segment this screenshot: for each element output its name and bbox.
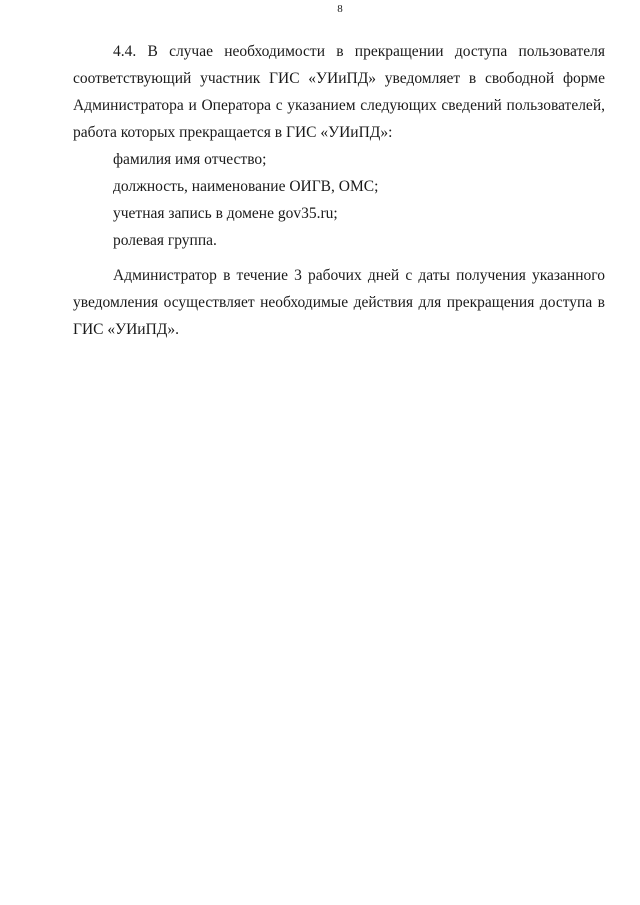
list-item-full-name: фамилия имя отчество; xyxy=(113,151,267,168)
paragraph-4-4: 4.4. В случае необходимости в прекращении доступа пользователя соответствующий участник ГИС «УИиПД» уведомляет в свободной форме Администратора и Оператора с указанием следующих сведений пользователей, работа которых прекращается в ГИС «УИиПД»: xyxy=(73,43,605,141)
list-item-role-group: ролевая группа. xyxy=(113,232,217,249)
document-body xyxy=(73,38,605,343)
list-item-position: должность, наименование ОИГВ, ОМС; xyxy=(113,178,379,195)
list-item-account: учетная запись в домене gov35.ru; xyxy=(113,205,338,222)
paragraph-administrator: Администратор в течение 3 рабочих дней с даты получения указанного уведомления осуществляет необходимые действия для прекращения доступа в ГИС «УИиПД». xyxy=(73,267,605,338)
spacer xyxy=(73,254,605,262)
page-number: 8 xyxy=(337,3,343,15)
